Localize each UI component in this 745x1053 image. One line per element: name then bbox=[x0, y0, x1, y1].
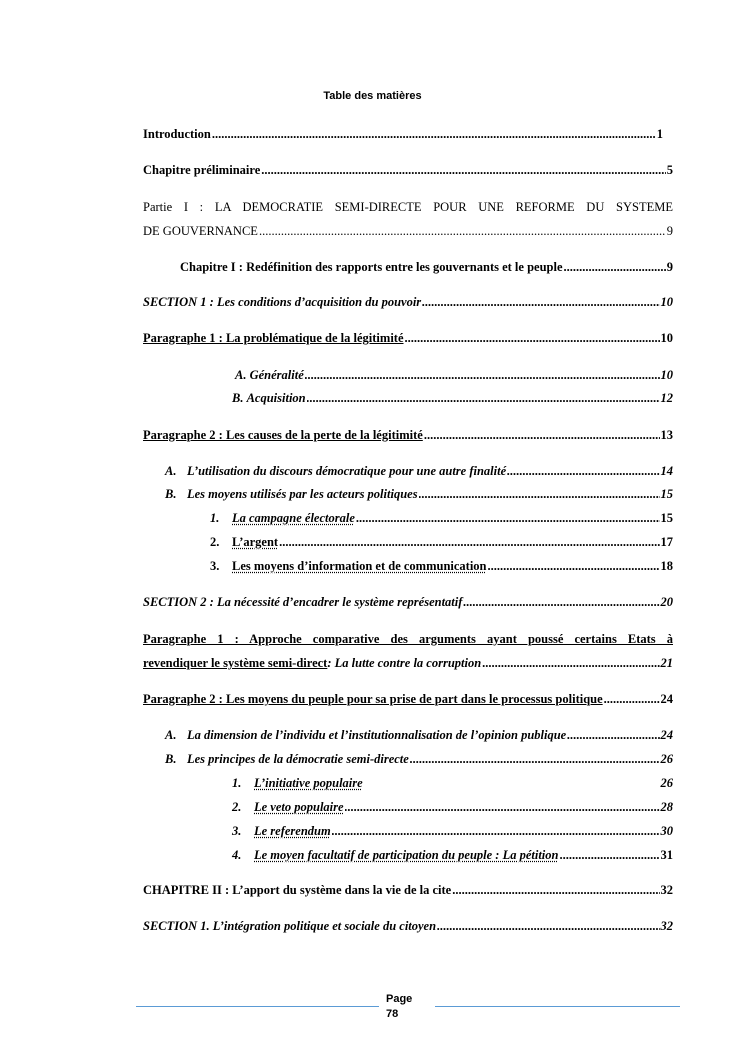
page-number: 78 bbox=[386, 1008, 399, 1020]
entry-page: 30 bbox=[660, 824, 673, 838]
toc-entry-argent[interactable] bbox=[210, 535, 673, 550]
dot-leader bbox=[560, 848, 660, 863]
dot-leader bbox=[564, 260, 666, 275]
entry-prefix: 3. bbox=[210, 559, 220, 573]
dot-leader bbox=[259, 224, 666, 239]
dot-leader bbox=[410, 752, 660, 767]
toc-entry-chapitre-preliminaire[interactable] bbox=[143, 163, 673, 178]
toc-entry-referendum[interactable] bbox=[232, 824, 673, 839]
dot-leader bbox=[279, 535, 659, 550]
dot-leader bbox=[419, 487, 660, 502]
entry-label: SECTION 2 : La nécessité d’encadrer le système représentatif bbox=[143, 595, 463, 609]
entry-label: SECTION 1 : Les conditions d’acquisition du pouvoir bbox=[143, 295, 422, 309]
toc-entry-information[interactable] bbox=[210, 559, 673, 574]
toc-entry-section-1[interactable] bbox=[143, 295, 673, 310]
entry-page: 10 bbox=[660, 368, 673, 382]
entry-page: 26 bbox=[660, 752, 673, 766]
dot-leader bbox=[305, 368, 660, 383]
dot-leader bbox=[452, 883, 659, 898]
entry-label: L’utilisation du discours démocratique pour une autre finalité bbox=[187, 464, 507, 478]
toc-entry-paragraphe-2b[interactable] bbox=[143, 692, 673, 707]
entry-page: 1 bbox=[656, 127, 663, 141]
entry-label-rest bbox=[327, 656, 481, 671]
entry-label: SECTION 1. L’intégration politique et sociale du citoyen bbox=[143, 919, 437, 933]
dot-leader bbox=[332, 824, 660, 839]
page-word: Page bbox=[386, 993, 413, 1005]
entry-prefix: 3. bbox=[232, 824, 242, 838]
entry-prefix: 2. bbox=[232, 800, 242, 814]
entry-label: DE GOUVERNANCE bbox=[143, 224, 258, 238]
dot-leader bbox=[422, 295, 659, 310]
entry-page: 5 bbox=[666, 163, 673, 177]
entry-label: La dimension de l’individu et l’institutionnalisation de l’opinion publique bbox=[187, 728, 567, 742]
entry-page: 24 bbox=[660, 692, 673, 706]
entry-label: Les principes de la démocratie semi-directe bbox=[187, 752, 409, 766]
entry-page: 10 bbox=[660, 295, 673, 309]
toc-title: Table des matières bbox=[323, 90, 422, 102]
entry-page: 32 bbox=[660, 919, 673, 933]
dot-leader bbox=[567, 728, 659, 743]
entry-label: Généralité bbox=[249, 368, 304, 382]
toc-entry-paragraphe-2[interactable] bbox=[143, 428, 673, 443]
toc-entry-petition[interactable] bbox=[232, 848, 673, 863]
entry-label: Chapitre I : Redéfinition des rapports entre les gouvernants et le peuple bbox=[180, 260, 563, 274]
entry-label: Les moyens d’information et de communication bbox=[232, 559, 487, 573]
dot-leader bbox=[345, 800, 660, 815]
toc-entry-section-2[interactable] bbox=[143, 595, 673, 610]
entry-label: Acquisition bbox=[246, 391, 306, 405]
entry-label: Introduction bbox=[143, 127, 211, 141]
entry-label: Paragraphe 2 : Les moyens du peuple pour sa prise de part dans le processus politique bbox=[143, 692, 603, 706]
entry-label: revendiquer le système semi-direct bbox=[143, 656, 328, 670]
entry-label: Le veto populaire bbox=[254, 800, 344, 814]
entry-label: La campagne électorale bbox=[232, 511, 355, 525]
entry-label: Le referendum bbox=[254, 824, 331, 838]
toc-entry-chapitre-1[interactable] bbox=[180, 260, 673, 275]
entry-prefix: A. bbox=[165, 464, 177, 478]
dot-leader bbox=[604, 692, 660, 707]
toc-entry-partie-1-line1[interactable]: Partie I : LA DEMOCRATIE SEMI-DIRECTE POUR UNE REFORME DU SYSTEME bbox=[143, 200, 673, 214]
toc-entry-chapitre-2[interactable] bbox=[143, 883, 673, 898]
entry-prefix: 1. bbox=[232, 776, 242, 790]
toc-entry-paragraphe-1b-line2[interactable] bbox=[143, 656, 673, 671]
entry-page: 21 bbox=[660, 656, 673, 670]
toc-entry-dimension[interactable] bbox=[165, 728, 673, 743]
entry-page: 18 bbox=[660, 559, 673, 573]
dot-leader bbox=[488, 559, 660, 574]
dot-leader bbox=[212, 127, 656, 142]
entry-page: 26 bbox=[660, 776, 673, 790]
entry-prefix: B. bbox=[232, 391, 244, 405]
dot-leader bbox=[424, 428, 660, 443]
entry-page: 15 bbox=[660, 511, 673, 525]
entry-prefix: B. bbox=[165, 752, 177, 766]
toc-entry-paragraphe-1[interactable] bbox=[143, 331, 673, 346]
entry-prefix: A. bbox=[235, 368, 247, 382]
toc-entry-introduction[interactable] bbox=[143, 127, 663, 142]
toc-entry-acquisition[interactable] bbox=[232, 391, 673, 406]
entry-page: 28 bbox=[660, 800, 673, 814]
entry-page: 31 bbox=[660, 848, 673, 862]
entry-page: 14 bbox=[660, 464, 673, 478]
entry-page: 24 bbox=[660, 728, 673, 742]
dot-leader bbox=[507, 464, 659, 479]
entry-label: CHAPITRE II : L’apport du système dans la vie de la cite bbox=[143, 883, 452, 897]
toc-entry-section-1b[interactable] bbox=[143, 919, 673, 934]
entry-page: 15 bbox=[660, 487, 673, 501]
entry-page: 12 bbox=[660, 391, 673, 405]
footer-rule-right bbox=[435, 1006, 680, 1007]
toc-entry-initiative[interactable] bbox=[232, 776, 673, 791]
entry-page: 9 bbox=[666, 260, 673, 274]
toc-entry-campagne[interactable] bbox=[210, 511, 673, 526]
entry-prefix: B. bbox=[165, 487, 177, 501]
dot-leader bbox=[482, 656, 659, 671]
dot-leader bbox=[261, 163, 666, 178]
entry-label: Les moyens utilisés par les acteurs politiques bbox=[187, 487, 418, 501]
dot-leader bbox=[405, 331, 660, 346]
entry-prefix: A. bbox=[165, 728, 177, 742]
entry-label: Paragraphe 1 : La problématique de la légitimité bbox=[143, 331, 404, 345]
entry-page: 10 bbox=[660, 331, 673, 345]
toc-entry-generalite[interactable] bbox=[235, 368, 673, 383]
entry-label: Paragraphe 2 : Les causes de la perte de la légitimité bbox=[143, 428, 423, 442]
entry-page: 17 bbox=[660, 535, 673, 549]
entry-page: 9 bbox=[666, 224, 673, 238]
entry-label: Le moyen facultatif de participation du peuple : La pétition bbox=[254, 848, 559, 862]
entry-subtitle: : La lutte contre la corruption bbox=[327, 656, 482, 670]
toc-entry-discours[interactable] bbox=[165, 464, 673, 479]
entry-page: 13 bbox=[660, 428, 673, 442]
footer-rule-left bbox=[136, 1006, 379, 1007]
toc-entry-moyens-acteurs[interactable] bbox=[165, 487, 673, 502]
dot-leader bbox=[463, 595, 659, 610]
toc-entry-veto[interactable] bbox=[232, 800, 673, 815]
toc-entry-principes[interactable] bbox=[165, 752, 673, 767]
entry-prefix: 1. bbox=[210, 511, 220, 525]
dot-leader bbox=[437, 919, 659, 934]
page-number-block bbox=[386, 992, 412, 1022]
entry-prefix: 4. bbox=[232, 848, 242, 862]
dot-leader bbox=[356, 511, 660, 526]
toc-entry-paragraphe-1b-line1[interactable]: Paragraphe 1 : Approche comparative des arguments ayant poussé certains Etats à bbox=[143, 632, 673, 646]
toc-entry-partie-1-line2[interactable] bbox=[143, 224, 673, 239]
entry-page: 20 bbox=[660, 595, 673, 609]
entry-label: Chapitre préliminaire bbox=[143, 163, 261, 177]
entry-label: L’argent bbox=[232, 535, 279, 549]
entry-label: L’initiative populaire bbox=[254, 776, 363, 790]
dot-leader bbox=[307, 391, 660, 406]
entry-prefix: 2. bbox=[210, 535, 220, 549]
entry-page: 32 bbox=[660, 883, 673, 897]
